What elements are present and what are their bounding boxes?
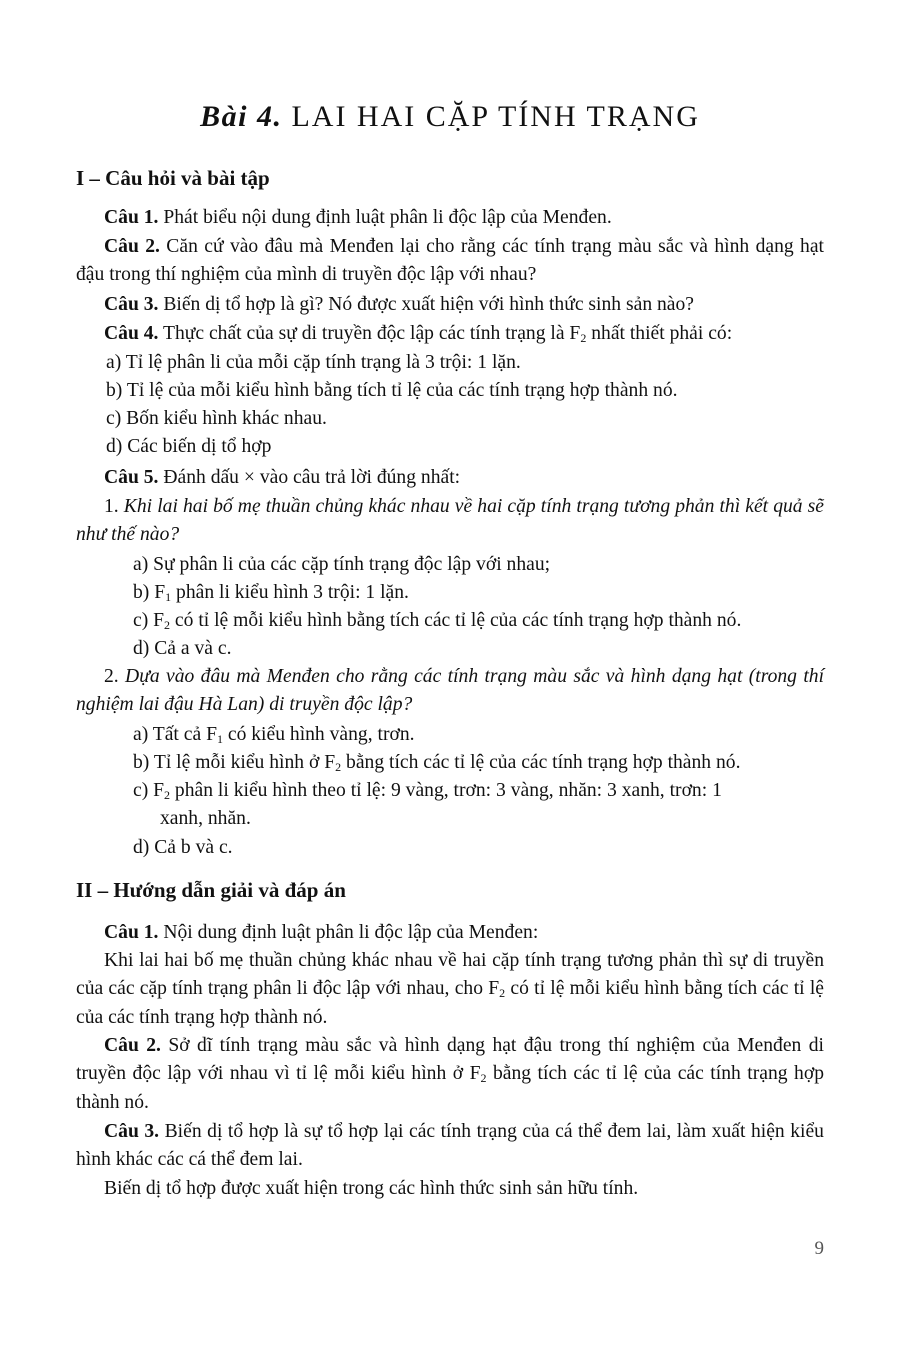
- question-2-text: Căn cứ vào đâu mà Menđen lại cho rằng các tính trạng màu sắc và hình dạng hạt đậu trong thí nghiệm của mình di truyền độc lập với nhau?: [76, 236, 824, 286]
- question-1-label: Câu 1.: [104, 207, 159, 228]
- q5-2-option-a: [133, 721, 824, 749]
- section-heading-answers: II – Hướng dẫn giải và đáp án: [76, 878, 346, 902]
- question-5: [76, 464, 824, 492]
- answer-1-paragraph: [76, 947, 824, 1032]
- q4-option-d: d) Các biến dị tổ hợp: [106, 436, 272, 457]
- q5-2-option-c-continued: xanh, nhăn.: [160, 808, 251, 829]
- question-3: [76, 291, 824, 319]
- section-heading-questions: I – Câu hỏi và bài tập: [76, 166, 270, 190]
- q5-1-option-b: [133, 579, 824, 607]
- answer-text: Sở dĩ tính trạng màu sắc và hình dạng hạt đậu trong thí nghiệm của Menđen di truyền độc lập với nhau vì tỉ lệ mỗi kiểu hình ở F: [76, 1035, 824, 1085]
- question-3-label: Câu 3.: [104, 294, 159, 315]
- answer-3-paragraph: Biến dị tổ hợp được xuất hiện trong các hình thức sinh sản hữu tính.: [104, 1178, 639, 1199]
- subscript: 2: [164, 618, 171, 632]
- subscript: 2: [164, 788, 171, 802]
- q5-part-1-question: Khi lai hai bố mẹ thuần chủng khác nhau về hai cặp tính trạng tương phản thì kết quả sẽ như thế nào?: [76, 496, 825, 546]
- subscript: 2: [580, 331, 587, 345]
- question-3-text: Biến dị tổ hợp là gì? Nó được xuất hiện với hình thức sinh sản nào?: [158, 294, 694, 315]
- q4-option-b: b) Tỉ lệ của mỗi kiểu hình bằng tích tỉ lệ của các tính trạng hợp thành nó.: [106, 380, 678, 401]
- question-4: [76, 320, 824, 348]
- subscript: 2: [480, 1071, 487, 1086]
- question-1-text: Phát biểu nội dung định luật phân li độc lập của Menđen.: [158, 207, 612, 228]
- lesson-title: [76, 100, 824, 134]
- lesson-number: Bài 4.: [200, 100, 283, 133]
- answer-3-text: Biến dị tổ hợp là sự tổ hợp lại các tính trạng của cá thể đem lai, làm xuất hiện kiểu hình khác các cá thể đem lai.: [76, 1121, 824, 1171]
- q5-part-2-number: 2.: [104, 666, 126, 687]
- subscript: 1: [216, 732, 223, 746]
- q5-part-2-question: Dựa vào đâu mà Menđen cho rằng các tính trạng màu sắc và hình dạng hạt (trong thí nghiệm lai đậu Hà Lan) di truyền độc lập?: [76, 666, 825, 716]
- option-text: có kiểu hình vàng, trơn.: [222, 724, 415, 745]
- question-1: [76, 204, 824, 232]
- option-text: c) F: [133, 610, 165, 631]
- q5-2-option-d: d) Cả b và c.: [133, 837, 233, 858]
- lesson-name: LAI HAI CẶP TÍNH TRẠNG: [291, 100, 700, 133]
- q4-option-a: a) Tỉ lệ phân li của mỗi cặp tính trạng là 3 trội: 1 lặn.: [106, 352, 521, 373]
- question-4-text: Thực chất của sự di truyền độc lập các tính trạng là F: [158, 323, 581, 344]
- subscript: 2: [335, 760, 342, 774]
- q4-option-c: c) Bốn kiểu hình khác nhau.: [106, 408, 327, 429]
- option-text: phân li kiểu hình theo tỉ lệ: 9 vàng, trơn: 3 vàng, nhăn: 3 xanh, trơn: 1: [170, 780, 722, 801]
- answer-2: [76, 1032, 824, 1117]
- question-5-text: Đánh dấu × vào câu trả lời đúng nhất:: [158, 467, 461, 488]
- q5-1-option-d: d) Cả a và c.: [133, 638, 232, 659]
- option-text: b) F: [133, 582, 166, 603]
- q5-1-option-a: a) Sự phân li của các cặp tính trạng độc lập với nhau;: [133, 554, 551, 575]
- q5-part-2: [76, 663, 824, 720]
- subscript: 2: [499, 986, 506, 1001]
- q5-part-1-number: 1.: [104, 496, 124, 517]
- subscript: 1: [165, 590, 172, 604]
- question-2-label: Câu 2.: [104, 236, 160, 257]
- question-4-text-end: nhất thiết phải có:: [586, 323, 733, 344]
- question-2: [76, 233, 824, 290]
- q5-2-option-c: [133, 777, 824, 805]
- answer-text: bằng tích các tỉ lệ của các tính trạng hợp thành nó.: [76, 1063, 824, 1113]
- option-text: bằng tích các tỉ lệ của các tính trạng hợp thành nó.: [341, 752, 741, 773]
- answer-text: có tỉ lệ mỗi kiểu hình bằng tích các tỉ lệ của các tính trạng hợp thành nó.: [76, 978, 824, 1028]
- question-5-label: Câu 5.: [104, 467, 159, 488]
- option-text: phân li kiểu hình 3 trội: 1 lặn.: [171, 582, 409, 603]
- answer-2-label: Câu 2.: [104, 1035, 161, 1056]
- question-4-label: Câu 4.: [104, 323, 159, 344]
- answer-1: [76, 919, 824, 947]
- q5-1-option-c: [133, 607, 824, 635]
- option-text: a) Tất cả F: [133, 724, 217, 745]
- option-text: có tỉ lệ mỗi kiểu hình bằng tích các tỉ lệ của các tính trạng hợp thành nó.: [170, 610, 742, 631]
- answer-1-text: Nội dung định luật phân li độc lập của Menđen:: [158, 922, 539, 943]
- answer-3-label: Câu 3.: [104, 1121, 160, 1142]
- answer-3: [76, 1118, 824, 1175]
- option-text: b) Tỉ lệ mỗi kiểu hình ở F: [133, 752, 336, 773]
- page-number: 9: [814, 1238, 824, 1259]
- q5-2-option-b: [133, 749, 824, 777]
- answer-text: Khi lai hai bố mẹ thuần chủng khác nhau về hai cặp tính trạng tương phản thì sự di truyền của các cặp tính trạng phân li độc lập với nhau, cho F: [76, 950, 824, 1000]
- answer-1-label: Câu 1.: [104, 922, 159, 943]
- q5-part-1: [76, 493, 824, 550]
- option-text: c) F: [133, 780, 165, 801]
